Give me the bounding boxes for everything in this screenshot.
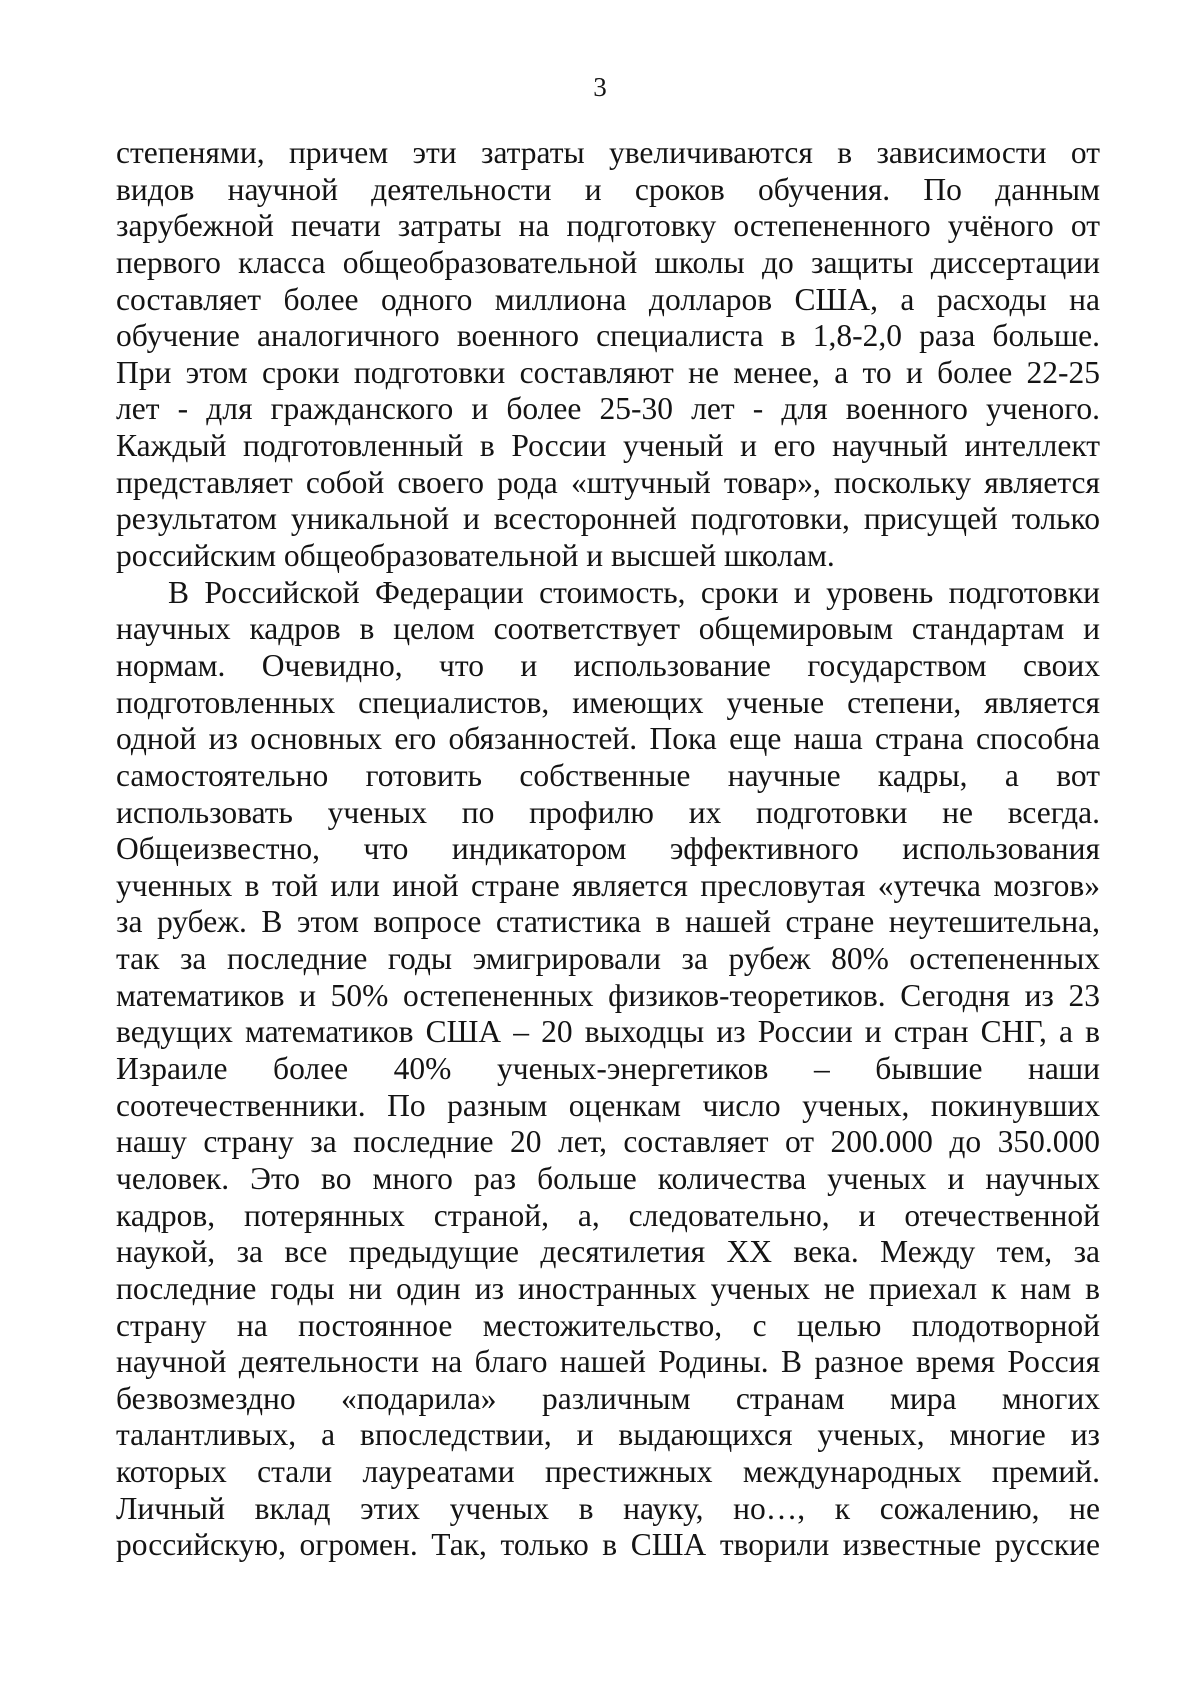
text-line: первого класса общеобразовательной школы до защиты диссертации — [116, 244, 1100, 280]
text-line: так за последние годы эмигрировали за рубеж 80% остепененных — [116, 941, 1100, 977]
text-line: научной деятельности на благо нашей Родины. В разное время Россия — [116, 1344, 1100, 1380]
text-line: научных кадров в целом соответствует общемировым стандартам и — [116, 611, 1100, 647]
text-line: одной из основных его обязанностей. Пока еще наша страна способна — [116, 721, 1100, 757]
text-line: При этом сроки подготовки составляют не менее, а то и более 22-25 — [116, 354, 1100, 390]
text-line: ученных в той или иной стране является пресловутая «утечка мозгов» — [116, 867, 1100, 903]
text-line: степенями, причем эти затраты увеличиваются в зависимости от — [116, 135, 1100, 170]
text-line: последние годы ни один из иностранных ученых не приехал к нам в — [116, 1270, 1100, 1306]
text-line: математиков и 50% остепененных физиков-теоретиков. Сегодня из 23 — [116, 977, 1100, 1013]
text-line: страну на постоянное местожительство, с целью плодотворной — [116, 1307, 1100, 1343]
text-line: результатом уникальной и всесторонней подготовки, присущей только — [116, 501, 1100, 537]
paragraph-2 — [116, 575, 1100, 1564]
document-body — [116, 135, 1100, 1564]
text-line: наукой, за все предыдущие десятилетия XX века. Между тем, за — [116, 1234, 1100, 1270]
text-line: российскую, огромен. Так, только в США творили известные русские — [116, 1527, 1100, 1563]
text-line: безвозмездно «подарила» различным странам мира многих — [116, 1380, 1100, 1416]
text-line: талантливых, а впоследствии, и выдающихся ученых, многие из — [116, 1417, 1100, 1453]
text-line: кадров, потерянных страной, а, следовательно, и отечественной — [116, 1197, 1100, 1233]
text-line: зарубежной печати затраты на подготовку остепененного учёного от — [116, 208, 1100, 244]
text-line: лет - для гражданского и более 25-30 лет - для военного ученого. — [116, 391, 1100, 427]
text-line-last: российским общеобразовательной и высшей школам. — [116, 538, 835, 574]
text-line: человек. Это во много раз больше количества ученых и научных — [116, 1160, 1100, 1196]
text-line: обучение аналогичного военного специалиста в 1,8-2,0 раза больше. — [116, 318, 1100, 354]
text-line: ведущих математиков США – 20 выходцы из России и стран СНГ, а в — [116, 1014, 1100, 1050]
paragraph-1 — [116, 135, 1100, 575]
text-line: использовать ученых по профилю их подготовки не всегда. — [116, 794, 1100, 830]
text-line: самостоятельно готовить собственные научные кадры, а вот — [116, 757, 1100, 793]
text-line: нашу страну за последние 20 лет, составляет от 200.000 до 350.000 — [116, 1124, 1100, 1160]
text-line: Израиле более 40% ученых-энергетиков – бывшие наши — [116, 1051, 1100, 1087]
text-line: Личный вклад этих ученых в науку, но…, к сожалению, не — [116, 1490, 1100, 1526]
text-line: подготовленных специалистов, имеющих ученые степени, является — [116, 684, 1100, 720]
text-line: представляет собой своего рода «штучный товар», поскольку является — [116, 464, 1100, 500]
text-line: составляет более одного миллиона долларов США, а расходы на — [116, 281, 1100, 317]
text-line: Каждый подготовленный в России ученый и его научный интеллект — [116, 428, 1100, 464]
text-line: которых стали лауреатами престижных международных премий. — [116, 1454, 1100, 1490]
text-line-first: В Российской Федерации стоимость, сроки и уровень подготовки — [168, 574, 1100, 610]
text-line: соотечественники. По разным оценкам число ученых, покинувших — [116, 1087, 1100, 1123]
text-line: за рубеж. В этом вопросе статистика в нашей стране неутешительна, — [116, 904, 1100, 940]
text-line: Общеизвестно, что индикатором эффективного использования — [116, 831, 1100, 867]
text-line: видов научной деятельности и сроков обучения. По данным — [116, 171, 1100, 207]
page-number: 3 — [593, 72, 607, 102]
text-line: нормам. Очевидно, что и использование государством своих — [116, 647, 1100, 683]
